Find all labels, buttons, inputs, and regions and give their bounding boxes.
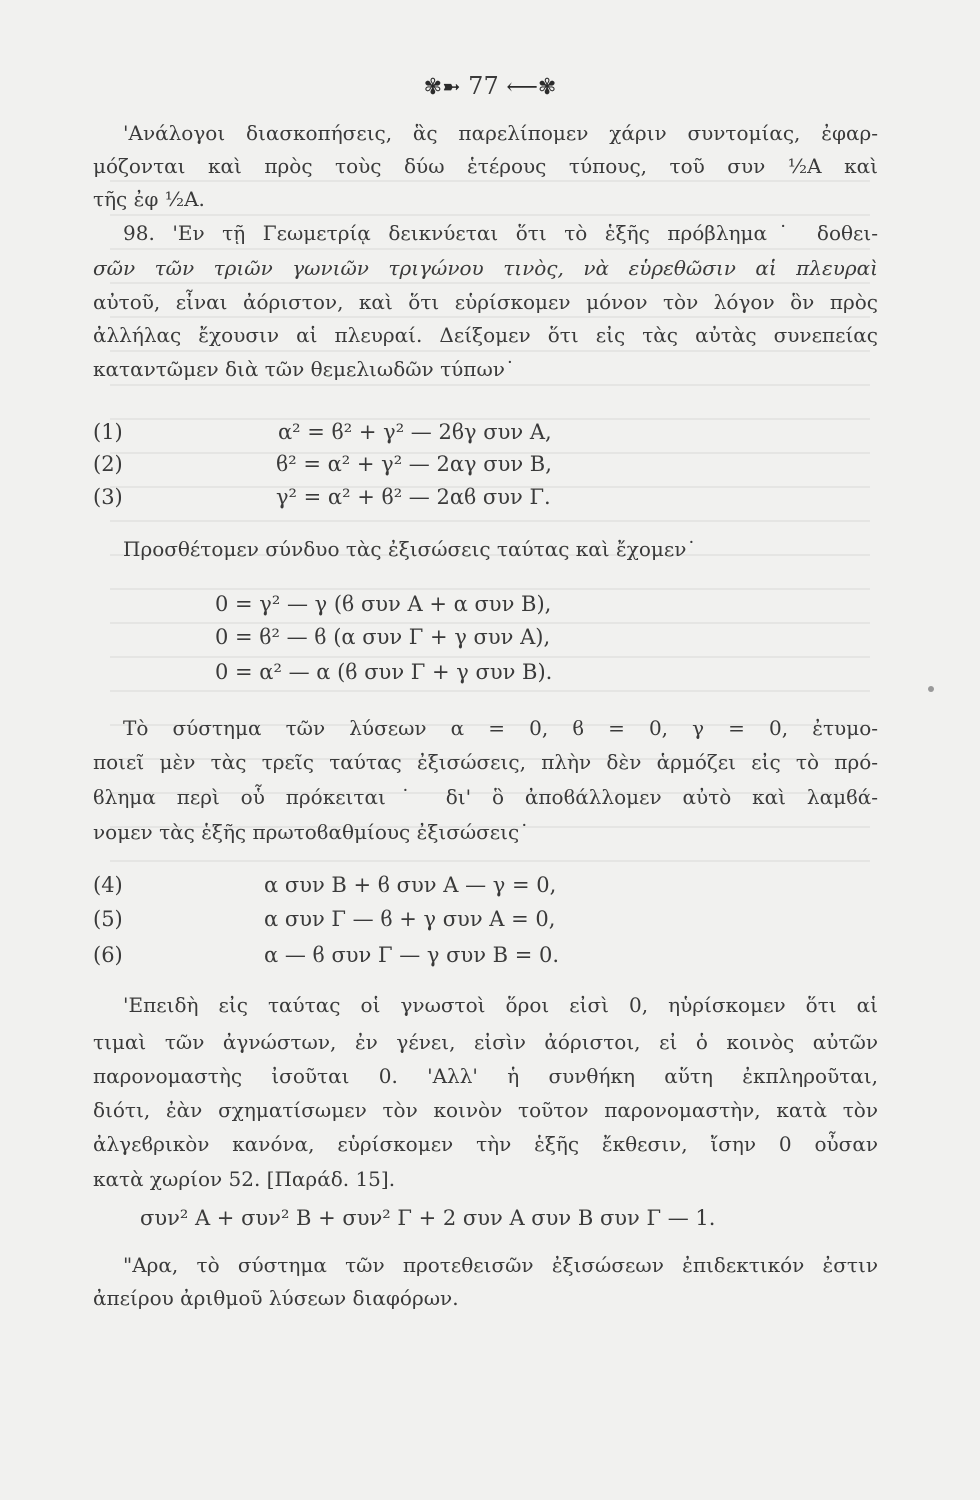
equation: γ² = α² + ϐ² — 2αϐ συν Γ. (276, 485, 551, 509)
equation-number: (5) (93, 907, 123, 931)
text-line: τιμαὶ τῶν ἀγνώστων, ἐν γένει, εἰσὶν ἀόριστοι, εἰ ὁ κοινὸς αὐτῶν (93, 1030, 878, 1054)
text-line: Προσθέτομεν σύνδυο τὰς ἐξισώσεις ταύτας καὶ ἔχομεν˙ (123, 537, 697, 561)
equation-number: (4) (93, 873, 123, 897)
equation: ϐ² = α² + γ² — 2αγ συν Β, (276, 452, 552, 476)
equation: 0 = ϐ² — ϐ (α συν Γ + γ συν Α), (215, 625, 551, 649)
text-line: Τὸ σύστημα τῶν λύσεων α = 0, ϐ = 0, γ = 0, ἐτυμο- (123, 716, 878, 740)
equation-number: (1) (93, 420, 123, 444)
text-line: ϐλημα περὶ οὗ πρόκειται˙ δι' ὃ ἀποϐάλλομεν αὐτὸ καὶ λαμϐά- (93, 785, 878, 809)
equation: 0 = γ² — γ (ϐ συν Α + α συν Β), (215, 592, 552, 616)
equation: 0 = α² — α (ϐ συν Γ + γ συν Β). (215, 660, 553, 684)
equation: α συν Γ — ϐ + γ συν Α = 0, (264, 907, 556, 931)
ornament-right-icon: ⟵✾ (506, 75, 557, 100)
text-line: καταντῶμεν διὰ τῶν θεμελιωδῶν τύπων˙ (93, 357, 515, 381)
text-line: παρονομαστὴς ἰσοῦται 0. 'Αλλ' ἡ συνθήκη αὕτη ἐκπληροῦται, (93, 1064, 878, 1088)
equation-number: (3) (93, 485, 123, 509)
text-line: νομεν τὰς ἑξῆς πρωτοϐαθμίους ἐξισώσεις˙ (93, 820, 530, 844)
text-line: ποιεῖ μὲν τὰς τρεῖς ταύτας ἐξισώσεις, πλὴν δὲν ἁρμόζει εἰς τὸ πρό- (93, 750, 878, 774)
text-line: διότι, ἐὰν σχηματίσωμεν τὸν κοινὸν τοῦτον παρονομαστὴν, κατὰ τὸν (93, 1098, 878, 1122)
page-number: 77 (468, 72, 499, 100)
formula: συν² Α + συν² Β + συν² Γ + 2 συν Α συν Β συν Γ — 1. (140, 1206, 716, 1230)
bleed-through (110, 180, 870, 880)
text-line: 'Επειδὴ εἰς ταύτας οἱ γνωστοὶ ὅροι εἰσὶ 0, ηὑρίσκομεν ὅτι αἱ (123, 993, 878, 1017)
equation-number: (6) (93, 943, 123, 967)
text-line: ἀλλήλας ἔχουσιν αἱ πλευραί. Δείξομεν ὅτι εἰς τὰς αὐτὰς συνεπείας (93, 323, 878, 347)
text-line: ἀλγεϐρικὸν κανόνα, εὑρίσκομεν τὴν ἑξῆς ἔκθεσιν, ἴσην 0 οὖσαν (93, 1132, 878, 1156)
page-header (0, 72, 980, 100)
text-line: 98. 'Εν τῇ Γεωμετρίᾳ δεικνύεται ὅτι τὸ ἑξῆς πρόβλημα˙ δοθει- (123, 221, 878, 245)
text-line: μόζονται καὶ πρὸς τοὺς δύω ἑτέρους τύπους, τοῦ συν ½Α καὶ (93, 154, 878, 178)
equation: α² = ϐ² + γ² — 2ϐγ συν Α, (278, 420, 552, 444)
equation-number: (2) (93, 452, 123, 476)
text-line: "Αρα, τὸ σύστημα τῶν προτεθεισῶν ἐξισώσεων ἐπιδεκτικόν ἐστιν (123, 1253, 878, 1277)
ornament-left-icon: ✾➼ (423, 75, 461, 100)
text-line: τῆς ἐφ ½Α. (93, 187, 205, 211)
equation: α — ϐ συν Γ — γ συν Β = 0. (264, 943, 560, 967)
text-line: ἀπείρου ἀριθμοῦ λύσεων διαφόρων. (93, 1286, 459, 1310)
ink-spot (928, 686, 934, 692)
text-line: κατὰ χωρίον 52. [Παράδ. 15]. (93, 1167, 396, 1191)
text-line: σῶν τῶν τριῶν γωνιῶν τριγώνου τινὸς, νὰ εὑρεθῶσιν αἱ πλευραὶ (93, 256, 878, 280)
text-line: αὐτοῦ, εἶναι ἀόριστον, καὶ ὅτι εὑρίσκομεν μόνον τὸν λόγον ὃν πρὸς (93, 290, 878, 314)
equation: α συν Β + ϐ συν Α — γ = 0, (264, 873, 557, 897)
text-line: 'Ανάλογοι διασκοπήσεις, ἃς παρελίπομεν χάριν συντομίας, ἐφαρ- (123, 121, 878, 145)
